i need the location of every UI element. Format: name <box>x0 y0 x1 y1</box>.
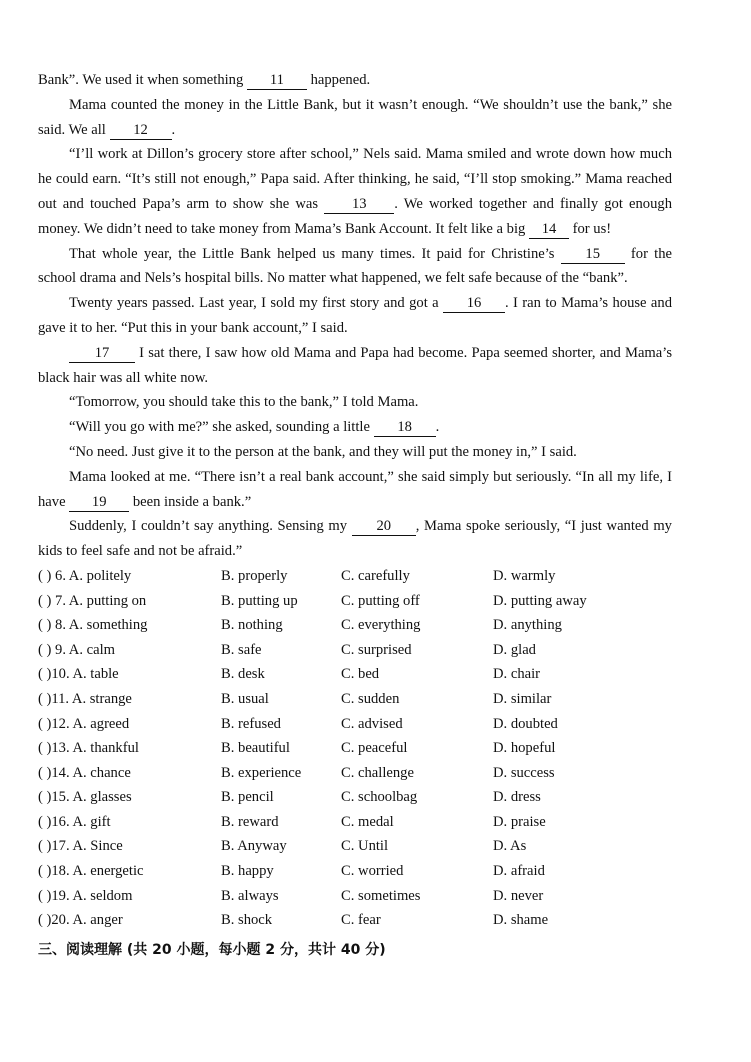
passage-text: Suddenly, I couldn’t say anything. Sensing my <box>69 518 352 535</box>
option-row <box>38 810 672 835</box>
option-d: D. similar <box>493 690 552 707</box>
passage-text: , Mama spoke seriously, “I just wanted my kids to feel safe and not be afraid.” <box>38 518 672 560</box>
option-a: ( )16. A. gift <box>38 813 111 830</box>
passage-text: . I ran to Mama’s house and gave it to her. “Put this in your bank account,” I said. <box>38 295 672 336</box>
passage-text: . We worked together and finally got enough money. We didn’t need to take money from Mama’s Bank Account. It felt like a big <box>38 195 672 237</box>
option-d: D. afraid <box>493 863 545 880</box>
passage-paragraph <box>38 465 672 515</box>
option-d: D. dress <box>493 789 541 806</box>
passage-text: happened. <box>306 72 371 88</box>
option-d: D. hopeful <box>493 740 556 757</box>
option-row <box>38 761 672 786</box>
passage-paragraph <box>38 514 672 564</box>
option-c: C. everything <box>341 617 421 634</box>
passage-paragraph <box>38 341 672 391</box>
answer-options <box>38 564 672 933</box>
option-a: ( )20. A. anger <box>38 912 123 929</box>
blank-15: 15 <box>561 246 625 264</box>
option-a: ( )18. A. energetic <box>38 863 144 880</box>
passage-paragraph <box>38 68 672 93</box>
blank-17: 17 <box>69 345 135 363</box>
option-d: D. glad <box>493 641 536 658</box>
option-c: C. challenge <box>341 764 414 781</box>
option-c: C. medal <box>341 813 394 830</box>
option-row <box>38 613 672 638</box>
option-c: C. sudden <box>341 690 400 707</box>
option-a: ( )17. A. Since <box>38 838 123 855</box>
option-d: D. success <box>493 764 555 781</box>
option-c: C. carefully <box>341 567 410 584</box>
option-b: B. pencil <box>221 789 274 806</box>
option-c: C. worried <box>341 863 404 880</box>
passage-text: . <box>171 121 176 138</box>
option-b: B. putting up <box>221 592 298 609</box>
blank-20: 20 <box>352 518 416 536</box>
option-row <box>38 712 672 737</box>
option-row <box>38 834 672 859</box>
option-d: D. putting away <box>493 592 587 609</box>
document-page <box>38 68 672 961</box>
option-b: B. desk <box>221 666 265 683</box>
blank-11: 11 <box>247 72 307 90</box>
option-b: B. reward <box>221 813 279 830</box>
option-d: D. As <box>493 838 527 855</box>
passage-text: for the school drama and Nels’s hospital bills. No matter what happened, we felt safe because of the “bank”. <box>38 245 672 287</box>
passage-paragraph <box>38 93 672 143</box>
option-a: ( )14. A. chance <box>38 764 131 781</box>
blank-19: 19 <box>69 494 129 512</box>
passage-paragraph <box>38 142 672 241</box>
option-b: B. experience <box>221 764 302 781</box>
option-b: B. beautiful <box>221 740 290 757</box>
option-row <box>38 736 672 761</box>
option-row <box>38 859 672 884</box>
passage-text: . <box>435 419 440 436</box>
option-a: ( )11. A. strange <box>38 690 132 707</box>
option-b: B. happy <box>221 863 274 880</box>
option-d: D. warmly <box>493 567 556 584</box>
option-b: B. properly <box>221 567 288 584</box>
option-b: B. shock <box>221 912 273 929</box>
option-b: B. refused <box>221 715 281 732</box>
option-d: D. never <box>493 887 544 904</box>
passage-text: Mama looked at me. “There isn’t a real bank account,” she said simply but seriously. “In all my life, I have <box>38 468 672 510</box>
option-d: D. anything <box>493 617 562 634</box>
option-a: ( )19. A. seldom <box>38 887 133 904</box>
option-b: B. Anyway <box>221 838 287 855</box>
option-a: ( )13. A. thankful <box>38 740 139 757</box>
blank-18: 18 <box>374 419 436 437</box>
option-c: C. Until <box>341 838 389 855</box>
option-d: D. shame <box>493 912 549 929</box>
passage-paragraph <box>38 242 672 292</box>
option-c: C. surprised <box>341 641 412 658</box>
option-b: B. nothing <box>221 617 283 634</box>
passage-text: That whole year, the Little Bank helped us many times. It paid for Christine’s <box>69 245 561 262</box>
option-c: C. putting off <box>341 592 420 609</box>
blank-12: 12 <box>110 122 172 140</box>
option-d: D. doubted <box>493 715 558 732</box>
option-row <box>38 662 672 687</box>
passage-text: for us! <box>568 220 612 237</box>
passage-text: Twenty years passed. Last year, I sold my first story and got a <box>69 295 444 312</box>
option-c: C. peaceful <box>341 740 408 757</box>
option-c: C. fear <box>341 912 381 929</box>
option-row <box>38 884 672 909</box>
option-a: ( )15. A. glasses <box>38 789 132 806</box>
option-row <box>38 589 672 614</box>
passage-text: “Will you go with me?” she asked, sounding a little <box>69 419 374 436</box>
passage-text: been inside a bank.” <box>129 493 252 510</box>
option-a: ( ) 8. A. something <box>38 617 148 634</box>
option-d: D. chair <box>493 666 541 683</box>
option-row <box>38 908 672 933</box>
blank-16: 16 <box>443 295 505 313</box>
passage-text: “I’ll work at Dillon’s grocery store after school,” Nels said. Mama smiled and wrote down how much he could earn. “It’s still not enough,” Papa said. After thinking, he said, “I’ll stop smoking.” Mama reached out and touched Papa’s arm to show she was <box>38 146 672 212</box>
passage-text: Mama counted the money in the Little Bank, but it wasn’t enough. “We shouldn’t use the bank,” she said. We all <box>38 96 672 138</box>
blank-14: 14 <box>529 221 569 239</box>
option-b: B. always <box>221 887 279 904</box>
passage-text: “No need. Just give it to the person at the bank, and they will put the money in,” I said. <box>69 443 577 460</box>
option-row <box>38 564 672 589</box>
option-c: C. bed <box>341 666 380 683</box>
option-a: ( ) 6. A. politely <box>38 567 132 584</box>
passage-paragraph <box>38 291 672 341</box>
option-row <box>38 785 672 810</box>
passage-text: “Tomorrow, you should take this to the bank,” I told Mama. <box>69 394 419 411</box>
blank-13: 13 <box>324 196 394 214</box>
passage-paragraph <box>38 415 672 440</box>
section-heading: 三、阅读理解 (共 20 小题，每小题 2 分，共计 40 分) <box>38 941 386 958</box>
option-a: ( )10. A. table <box>38 666 119 683</box>
option-c: C. advised <box>341 715 403 732</box>
option-row <box>38 687 672 712</box>
option-c: C. sometimes <box>341 887 421 904</box>
option-row <box>38 638 672 663</box>
option-b: B. usual <box>221 690 269 707</box>
passage-text: I sat there, I saw how old Mama and Papa had become. Papa seemed shorter, and Mama’s black hair was all white now. <box>38 344 672 386</box>
passage-text: Bank”. We used it when something <box>38 72 247 88</box>
option-a: ( ) 9. A. calm <box>38 641 116 658</box>
option-a: ( ) 7. A. putting on <box>38 592 147 609</box>
option-b: B. safe <box>221 641 262 658</box>
option-a: ( )12. A. agreed <box>38 715 130 732</box>
passage-paragraph <box>38 390 672 415</box>
option-c: C. schoolbag <box>341 789 418 806</box>
passage-paragraph <box>38 440 672 465</box>
reading-passage <box>38 68 672 564</box>
option-d: D. praise <box>493 813 546 830</box>
